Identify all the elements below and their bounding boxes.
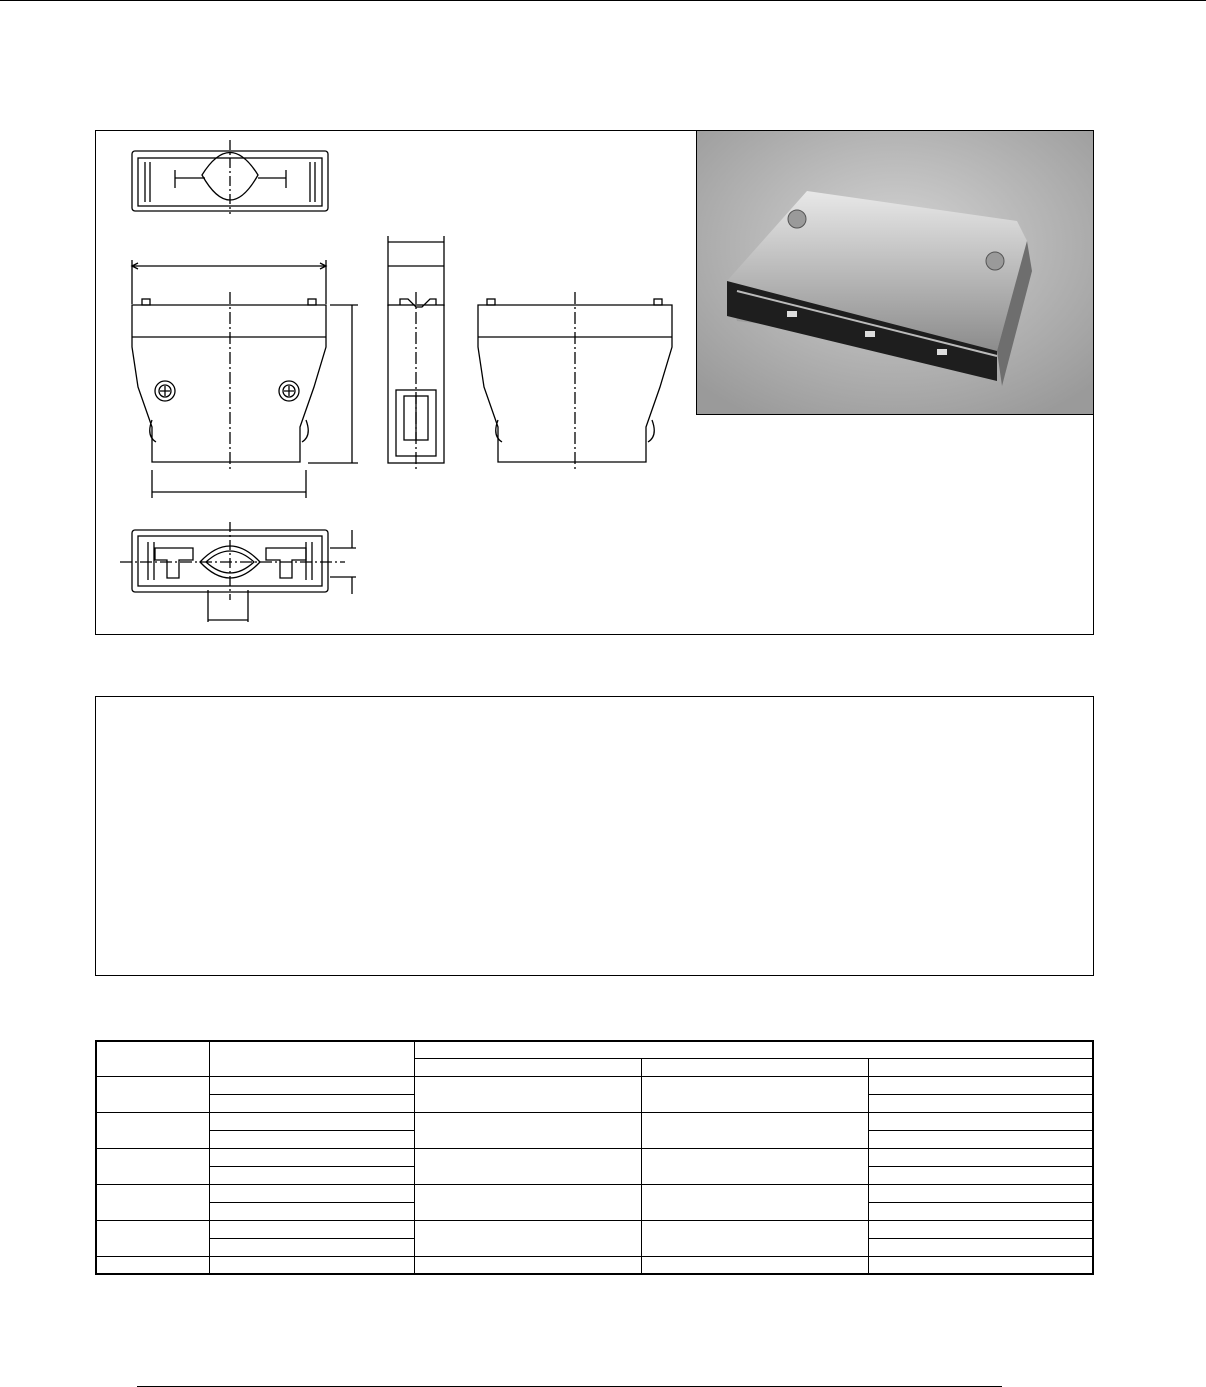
- table-row: [96, 1184, 1093, 1202]
- table-cell: [868, 1184, 1093, 1202]
- table-row: [96, 1148, 1093, 1166]
- table-cell: [209, 1202, 414, 1220]
- table-cell: [868, 1202, 1093, 1220]
- table-cell: [641, 1220, 868, 1256]
- table-cell: [868, 1112, 1093, 1130]
- table-cell: [641, 1148, 868, 1184]
- table-cell: [414, 1256, 641, 1274]
- table-cell: [209, 1076, 414, 1094]
- table-cell: [868, 1076, 1093, 1094]
- rear-view-drawing: [478, 292, 672, 470]
- table-header-cell: [868, 1058, 1093, 1076]
- table-cell: [414, 1148, 641, 1184]
- table-cell: [414, 1076, 641, 1112]
- product-photo: [696, 130, 1094, 415]
- table-cell: [209, 1094, 414, 1112]
- table-cell: [209, 1256, 414, 1274]
- table-cell: [868, 1094, 1093, 1112]
- table-cell: [868, 1166, 1093, 1184]
- table-cell: [414, 1220, 641, 1256]
- table-cell: [641, 1184, 868, 1220]
- bottom-view-drawing: [120, 522, 356, 622]
- table-header-cell: [641, 1058, 868, 1076]
- table-cell: [641, 1076, 868, 1112]
- table-cell: [209, 1238, 414, 1256]
- table-header-cell: [209, 1041, 414, 1076]
- table-cell: [868, 1238, 1093, 1256]
- table-header-cell: [96, 1041, 209, 1076]
- specification-table: [95, 1040, 1094, 1275]
- table-row: [96, 1076, 1093, 1094]
- table-cell: [868, 1220, 1093, 1238]
- table-cell: [209, 1220, 414, 1238]
- table-footer-row: [96, 1256, 1093, 1274]
- table-cell: [209, 1130, 414, 1148]
- table-row: [96, 1220, 1093, 1238]
- table-cell: [96, 1076, 209, 1112]
- table-cell: [414, 1112, 641, 1148]
- table-cell: [868, 1148, 1093, 1166]
- front-view-drawing: [132, 260, 358, 498]
- table-cell: [209, 1166, 414, 1184]
- table-cell: [96, 1112, 209, 1148]
- table-cell: [96, 1148, 209, 1184]
- table-cell: [209, 1148, 414, 1166]
- top-view-drawing: [132, 140, 328, 214]
- table-header-row: [96, 1041, 1093, 1058]
- side-view-drawing: [388, 236, 444, 470]
- table-cell: [96, 1220, 209, 1256]
- table-cell: [209, 1184, 414, 1202]
- table-cell: [414, 1184, 641, 1220]
- table-cell: [641, 1256, 868, 1274]
- table-header-cell: [414, 1041, 1093, 1058]
- mounting-drawing-panel: [95, 696, 1094, 976]
- table-header-cell: [414, 1058, 641, 1076]
- table-cell: [96, 1184, 209, 1220]
- table-cell: [641, 1112, 868, 1148]
- table-row: [96, 1112, 1093, 1130]
- table-cell: [868, 1256, 1093, 1274]
- table-cell: [209, 1112, 414, 1130]
- table-cell: [868, 1130, 1093, 1148]
- table-cell: [96, 1256, 209, 1274]
